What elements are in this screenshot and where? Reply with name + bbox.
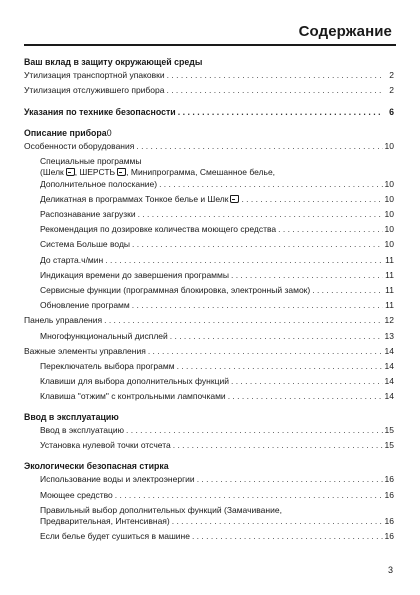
toc-entry[interactable]	[24, 85, 394, 96]
page-title: Содержание	[298, 23, 392, 40]
toc-entry[interactable]	[24, 194, 394, 205]
toc-entry-text: , ШЕРСТЬ	[74, 167, 116, 178]
toc-entry-page: 12	[384, 315, 394, 326]
toc-entry-text: Распознавание загрузки	[40, 209, 136, 220]
toc-section-commissioning	[24, 412, 394, 452]
table-of-contents	[24, 57, 394, 553]
toc-entry-text: Клавиши для выбора дополнительных функций	[40, 376, 229, 387]
toc-entry-page: 11	[385, 269, 394, 280]
toc-entry-text: Система Больше воды	[40, 239, 131, 250]
toc-entry-text: Дополнительное полоскание)	[40, 178, 158, 189]
section-heading	[24, 128, 394, 139]
toc-entry[interactable]	[24, 331, 394, 342]
toc-entry-page: 10	[384, 178, 394, 189]
toc-entry-text: Важные элементы управления	[24, 345, 146, 356]
dot-leader	[138, 209, 383, 220]
toc-entry-text: Утилизация транспортной упаковки	[24, 70, 165, 81]
toc-entry-page: 16	[384, 474, 394, 485]
toc-section-safety	[24, 107, 394, 118]
dot-leader	[178, 107, 383, 118]
dot-leader	[231, 376, 383, 387]
toc-entry-line	[40, 516, 394, 527]
section-heading: Экологически безопасная стирка	[24, 461, 169, 472]
toc-entry[interactable]	[24, 474, 394, 485]
toc-entry[interactable]	[24, 315, 394, 326]
toc-section-eco-washing	[24, 461, 394, 542]
dot-leader	[104, 315, 382, 326]
toc-entry-page: 10	[384, 141, 394, 152]
dot-leader	[197, 474, 383, 485]
dot-leader	[312, 285, 383, 296]
toc-entry-text: Предварительная, Интенсивная)	[40, 516, 170, 527]
toc-entry[interactable]	[24, 425, 394, 436]
dot-leader	[166, 85, 383, 96]
dot-leader	[148, 346, 383, 357]
toc-entry-text: Утилизация отслужившего прибора	[24, 85, 165, 96]
toc-entry-text: Использование воды и электроэнергии	[40, 474, 195, 485]
dot-leader	[159, 179, 382, 190]
toc-entry-page: 16	[384, 531, 394, 542]
section-heading-text: Описание прибора	[24, 127, 107, 138]
dot-leader	[170, 331, 383, 342]
dot-leader	[132, 239, 382, 250]
toc-entry-page: 15	[384, 440, 394, 451]
section-heading-mark: 0	[106, 127, 112, 138]
toc-entry-text: Особенности оборудования	[24, 141, 135, 152]
toc-entry-page: 14	[384, 361, 394, 372]
dot-leader	[115, 490, 383, 501]
toc-entry[interactable]	[24, 70, 394, 81]
toc-entry-page: 6	[389, 106, 394, 117]
toc-entry[interactable]	[24, 531, 394, 542]
dot-leader	[228, 391, 383, 402]
toc-entry-text: Клавиша "отжим" с контрольными лампочками	[40, 391, 226, 402]
dot-leader	[278, 224, 382, 235]
toc-entry-line	[40, 167, 394, 178]
dot-leader	[167, 70, 383, 81]
toc-entry-page: 11	[385, 254, 394, 265]
toc-entry-page: 15	[384, 424, 394, 435]
title-rule	[24, 44, 396, 46]
toc-section-environment	[24, 57, 394, 97]
toc-entry-text: Сервисные функции (программная блокировка, электронный замок)	[40, 285, 311, 296]
toc-entry-special-programs[interactable]	[24, 156, 394, 190]
toc-entry-text: Панель управления	[24, 315, 103, 326]
dot-leader	[105, 255, 383, 266]
toc-entry-text: Если белье будет сушиться в машине	[40, 531, 190, 542]
toc-entry-safety[interactable]	[24, 107, 394, 118]
toc-entry-page: 16	[384, 516, 394, 527]
toc-entry[interactable]	[24, 346, 394, 357]
toc-entry[interactable]	[24, 270, 394, 281]
toc-entry[interactable]	[24, 224, 394, 235]
toc-entry-page: 2	[389, 70, 394, 81]
toc-entry-page: 16	[384, 489, 394, 500]
toc-entry[interactable]	[24, 300, 394, 311]
toc-entry-text: Установка нулевой точки отсчета	[40, 440, 171, 451]
toc-section-description	[24, 128, 394, 403]
toc-entry-text: Деликатная в программах Тонкое белье и Шелк	[40, 194, 239, 205]
toc-entry[interactable]	[24, 376, 394, 387]
toc-entry-text: Индикация времени до завершения программы	[40, 269, 229, 280]
page-number: 3	[387, 565, 393, 575]
toc-entry-page: 2	[389, 85, 394, 96]
toc-entry-page: 10	[384, 209, 394, 220]
dot-leader	[132, 300, 383, 311]
toc-entry-page: 10	[384, 239, 394, 250]
toc-entry[interactable]	[24, 440, 394, 451]
dot-leader	[192, 531, 383, 542]
dot-leader	[231, 270, 383, 281]
dot-leader	[173, 440, 383, 451]
toc-entry-page: 10	[384, 224, 394, 235]
toc-entry-page: 14	[384, 391, 394, 402]
toc-entry-text: Моющее средство	[40, 489, 113, 500]
dot-leader	[177, 361, 383, 372]
toc-entry[interactable]	[24, 209, 394, 220]
toc-entry[interactable]	[24, 141, 394, 152]
toc-entry-line	[40, 179, 394, 190]
toc-entry[interactable]	[24, 490, 394, 501]
toc-entry[interactable]	[24, 361, 394, 372]
dot-leader	[241, 194, 382, 205]
toc-entry-text: Переключатель выбора программ	[40, 361, 175, 372]
toc-entry-page: 10	[384, 193, 394, 204]
toc-entry[interactable]	[24, 255, 394, 266]
toc-entry-line: Специальные программы	[40, 156, 142, 167]
toc-entry[interactable]	[24, 391, 394, 402]
dot-leader	[126, 425, 383, 436]
toc-entry-line: Правильный выбор дополнительных функций (Замачивание,	[40, 504, 282, 515]
section-heading: Ваш вклад в защиту окружающей среды	[24, 57, 203, 67]
toc-entry-text: (Шелк	[40, 167, 64, 178]
toc-entry-text: Ввод в эксплуатацию	[40, 424, 125, 435]
toc-entry-page: 11	[385, 300, 394, 311]
toc-entry[interactable]	[24, 285, 394, 296]
wool-symbol-icon	[117, 168, 126, 176]
dot-leader	[136, 141, 382, 152]
toc-entry-text: Многофункциональный дисплей	[40, 330, 168, 341]
dot-leader	[172, 516, 383, 527]
section-heading: Ввод в эксплуатацию	[24, 411, 119, 422]
toc-entry-text: Указания по технике безопасности	[24, 106, 176, 117]
toc-entry-options[interactable]	[24, 505, 394, 527]
toc-entry-text: Обновление программ	[40, 300, 130, 311]
silk-symbol-icon	[66, 168, 75, 176]
toc-entry-page: 14	[384, 345, 394, 356]
toc-entry-page: 13	[384, 330, 394, 341]
toc-entry-text: , Минипрограмма, Смешанное белье,	[126, 167, 276, 178]
toc-entry-page: 14	[384, 376, 394, 387]
toc-entry-page: 11	[385, 285, 394, 296]
toc-entry-text: Рекомендация по дозировке количества моющего средства	[40, 224, 277, 235]
silk-symbol-icon	[230, 195, 239, 203]
toc-entry-text: До старта.ч/мин	[40, 254, 104, 265]
toc-entry[interactable]	[24, 239, 394, 250]
